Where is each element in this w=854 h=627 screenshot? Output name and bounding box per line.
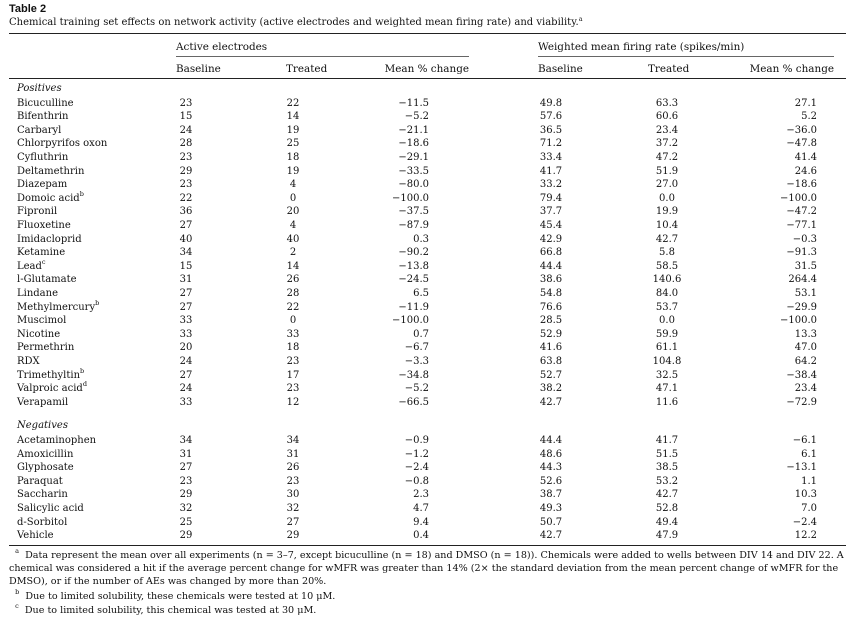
- cell-w-chg: −91.3: [786, 247, 817, 259]
- cell-ae-treat: 23: [286, 383, 300, 395]
- cell-ae-treat: 14: [286, 260, 300, 272]
- chemical-name-text: Lead: [17, 260, 42, 272]
- cell-w-treat: 63.3: [655, 97, 679, 109]
- cell-ae-treat: 26: [286, 274, 300, 286]
- cell-ae-base: 24: [179, 356, 193, 367]
- cell-w-treat: 58.5: [655, 260, 679, 272]
- cell-w-chg: 41.4: [794, 152, 817, 163]
- col-header-ae-change: Mean % change: [384, 63, 469, 75]
- cell-ae-chg: −5.2: [404, 111, 429, 123]
- cell-w-chg: 12.2: [794, 530, 817, 542]
- footnote-c-mark: c: [15, 601, 19, 610]
- chemical-name: [17, 178, 67, 192]
- footnote-a: [9, 549, 847, 589]
- cell-ae-treat: 33: [286, 328, 300, 340]
- chemical-name-text: Valproic acid: [17, 383, 83, 395]
- cell-ae-base: 27: [179, 462, 193, 474]
- cell-w-chg: 7.0: [801, 503, 817, 514]
- cell-w-chg: 6.1: [801, 448, 817, 460]
- cell-w-chg: −29.9: [786, 301, 817, 313]
- chemical-name-text: l-Glutamate: [17, 274, 77, 286]
- chemical-name-text: Bicuculline: [17, 97, 74, 109]
- cell-ae-treat: 19: [286, 124, 300, 136]
- cell-ae-chg: −34.8: [398, 369, 429, 381]
- chemical-name-text: d-Sorbitol: [17, 516, 68, 528]
- chemical-name-text: Saccharin: [17, 489, 68, 501]
- cell-ae-chg: −87.9: [398, 220, 429, 231]
- cell-ae-chg: −100.0: [391, 315, 429, 327]
- cell-ae-chg: −3.3: [404, 356, 429, 367]
- chemical-name-text: Paraquat: [17, 475, 63, 487]
- cell-w-base: 33.2: [539, 179, 563, 191]
- cell-ae-chg: −33.5: [398, 165, 429, 177]
- chemical-name: [17, 448, 73, 462]
- cell-ae-chg: −90.2: [398, 247, 429, 259]
- cell-ae-base: 31: [179, 448, 193, 460]
- cell-w-base: 38.2: [539, 383, 563, 395]
- chemical-name-text: Permethrin: [17, 342, 75, 354]
- chemical-name: [17, 205, 57, 219]
- chemical-name: [17, 328, 60, 342]
- cell-ae-chg: −11.9: [398, 301, 429, 313]
- cell-ae-base: 27: [179, 369, 193, 381]
- chemical-name-text: Nicotine: [17, 328, 61, 340]
- footnote-mark: b: [95, 298, 100, 307]
- cell-w-treat: 59.9: [655, 328, 679, 340]
- cell-w-chg: −47.8: [786, 138, 817, 150]
- chemical-name: [17, 273, 77, 287]
- cell-w-base: 41.7: [539, 165, 563, 177]
- chemical-name-text: Cyfluthrin: [17, 152, 69, 163]
- cell-ae-base: 27: [179, 301, 193, 313]
- cell-w-treat: 19.9: [655, 206, 679, 218]
- cell-ae-treat: 31: [286, 448, 300, 460]
- caption-text: Chemical training set effects on network activity (active electrodes and weighted mean firing rate) and viability.: [9, 17, 579, 28]
- cell-ae-chg: 0.4: [413, 530, 429, 542]
- chemical-name-text: Domoic acid: [17, 192, 80, 204]
- chemical-name: [17, 355, 40, 369]
- cell-w-treat: 140.6: [652, 274, 682, 286]
- cell-w-base: 38.6: [539, 274, 563, 286]
- cell-ae-chg: −0.8: [404, 475, 429, 487]
- cell-w-chg: 27.1: [794, 97, 817, 109]
- chemical-name-text: RDX: [17, 356, 40, 367]
- group-header-active-electrodes: Active electrodes: [176, 41, 268, 53]
- chemical-name: [17, 189, 84, 206]
- chemical-name: [17, 257, 46, 274]
- cell-w-chg: −36.0: [786, 124, 817, 136]
- cell-ae-chg: 2.3: [413, 489, 429, 501]
- cell-ae-treat: 26: [286, 462, 300, 474]
- chemical-name: [17, 110, 68, 124]
- cell-w-treat: 47.2: [655, 152, 679, 163]
- chemical-name-text: Trimethyltin: [17, 369, 81, 381]
- cell-w-treat: 32.5: [655, 369, 679, 381]
- cell-w-base: 49.8: [539, 97, 563, 109]
- chemical-name-text: Fluoxetine: [17, 220, 71, 231]
- cell-ae-base: 23: [179, 97, 193, 109]
- cell-w-chg: 5.2: [801, 111, 817, 123]
- group-rule-wmfr: [538, 56, 834, 57]
- cell-w-base: 45.4: [539, 220, 563, 231]
- cell-w-base: 50.7: [539, 516, 563, 528]
- chemical-name: [17, 516, 67, 530]
- top-rule: [9, 33, 846, 34]
- cell-ae-base: 31: [179, 274, 193, 286]
- chemical-name: [17, 124, 61, 138]
- cell-w-treat: 60.6: [655, 111, 679, 123]
- cell-ae-treat: 4: [289, 220, 297, 231]
- cell-w-base: 33.4: [539, 152, 563, 163]
- cell-ae-chg: −6.7: [404, 342, 429, 354]
- cell-w-treat: 104.8: [652, 356, 682, 367]
- cell-w-treat: 51.5: [655, 448, 679, 460]
- chemical-name-text: Diazepam: [17, 179, 68, 191]
- cell-ae-base: 33: [179, 315, 193, 327]
- cell-w-chg: −0.3: [792, 233, 817, 245]
- cell-ae-chg: 9.4: [413, 516, 429, 528]
- cell-w-chg: −6.1: [792, 435, 817, 446]
- cell-w-base: 63.8: [539, 356, 563, 367]
- footnote-mark: c: [41, 257, 46, 266]
- cell-ae-base: 34: [179, 247, 193, 259]
- chemical-name: [17, 97, 74, 111]
- cell-ae-treat: 12: [286, 396, 300, 408]
- cell-w-treat: 53.7: [655, 301, 679, 313]
- chemical-name: [17, 461, 74, 475]
- cell-ae-treat: 34: [286, 435, 300, 446]
- group-rule-active-electrodes: [176, 56, 469, 57]
- footnote-c-text: Due to limited solubility, this chemical was tested at 30 μM.: [24, 604, 317, 616]
- chemical-name-text: Ketamine: [17, 247, 66, 259]
- footnote-b-mark: b: [15, 587, 20, 596]
- cell-ae-chg: −11.5: [398, 97, 429, 109]
- cell-w-treat: 23.4: [655, 124, 679, 136]
- chemical-name-text: Verapamil: [17, 396, 69, 408]
- chemical-name-text: Carbaryl: [17, 124, 62, 136]
- cell-ae-treat: 28: [286, 288, 300, 299]
- chemical-name: [17, 151, 68, 165]
- chemical-name: [17, 137, 107, 151]
- chemical-name-text: Muscimol: [17, 315, 67, 327]
- cell-ae-base: 23: [179, 152, 193, 163]
- cell-w-base: 37.7: [539, 206, 563, 218]
- cell-ae-treat: 18: [286, 342, 300, 354]
- footnote-a-text: Data represent the mean over all experiments (n = 3–7, except bicuculline (n = 18) and DMSO (n = 18)). Chemicals were added to wells between DIV 14 and DIV 22. A chemical was considered a hit if the average percent change for wMFR was greater than 14% (2× the standard deviation from the mean percent change of wMFR for the DMSO), or if the number of AEs was changed by more than 20%.: [9, 550, 844, 588]
- cell-ae-treat: 22: [286, 97, 300, 109]
- cell-ae-treat: 23: [286, 356, 300, 367]
- cell-w-chg: 64.2: [794, 356, 817, 367]
- cell-ae-base: 32: [179, 503, 193, 514]
- footnote-a-mark: a: [15, 547, 19, 555]
- cell-ae-treat: 30: [286, 489, 300, 501]
- cell-w-treat: 0.0: [659, 192, 675, 204]
- cell-w-chg: −38.4: [786, 369, 817, 381]
- chemical-name-text: Deltamethrin: [17, 165, 85, 177]
- table-caption: [9, 17, 583, 28]
- cell-ae-treat: 22: [286, 301, 300, 313]
- chemical-name: [17, 396, 68, 410]
- cell-ae-base: 40: [179, 233, 193, 245]
- cell-w-base: 66.8: [539, 247, 563, 259]
- cell-ae-treat: 18: [286, 152, 300, 163]
- cell-ae-treat: 25: [286, 138, 300, 150]
- cell-w-chg: −47.2: [786, 206, 817, 218]
- chemical-name-text: Salicylic acid: [17, 503, 84, 514]
- cell-w-base: 76.6: [539, 301, 563, 313]
- cell-w-treat: 42.7: [655, 233, 679, 245]
- footnote-mark: d: [82, 380, 87, 389]
- cell-w-chg: −77.1: [786, 220, 817, 231]
- chemical-name: [17, 434, 96, 448]
- cell-w-base: 79.4: [539, 192, 563, 204]
- cell-ae-chg: −24.5: [398, 274, 429, 286]
- cell-ae-chg: 0.7: [413, 328, 429, 340]
- caption-footnote-mark: a: [578, 15, 583, 23]
- cell-w-chg: 10.3: [794, 489, 817, 501]
- cell-ae-chg: −0.9: [404, 435, 429, 446]
- cell-ae-base: 20: [179, 342, 193, 354]
- cell-ae-chg: −5.2: [404, 383, 429, 395]
- cell-w-base: 49.3: [539, 503, 563, 514]
- cell-w-base: 54.8: [539, 288, 563, 299]
- cell-w-chg: −100.0: [779, 192, 817, 204]
- cell-ae-chg: −1.2: [404, 448, 429, 460]
- table-label: Table 2: [9, 3, 47, 15]
- cell-w-base: 44.4: [539, 435, 563, 446]
- footnote-mark: b: [79, 189, 84, 198]
- cell-w-base: 28.5: [539, 315, 563, 327]
- chemical-name: [17, 314, 66, 328]
- chemical-name: [17, 165, 84, 179]
- cell-ae-base: 27: [179, 288, 193, 299]
- cell-ae-chg: −29.1: [398, 152, 429, 163]
- header-rule: [9, 78, 846, 79]
- cell-ae-treat: 4: [289, 179, 297, 191]
- chemical-name: [17, 233, 82, 247]
- chemical-name: [17, 488, 68, 502]
- cell-w-chg: 1.1: [801, 475, 817, 487]
- cell-w-base: 52.6: [539, 475, 563, 487]
- cell-w-base: 57.6: [539, 111, 563, 123]
- chemical-name: [17, 475, 63, 489]
- chemical-name-text: Lindane: [17, 288, 59, 299]
- cell-w-chg: −13.1: [786, 462, 817, 474]
- cell-w-chg: 24.6: [794, 165, 817, 177]
- cell-ae-treat: 19: [286, 165, 300, 177]
- cell-w-chg: −72.9: [786, 396, 817, 408]
- cell-ae-chg: −18.6: [398, 138, 429, 150]
- footnote-c: [9, 601, 847, 617]
- cell-ae-base: 24: [179, 124, 193, 136]
- cell-w-chg: 53.1: [794, 288, 817, 299]
- cell-ae-treat: 2: [289, 247, 297, 259]
- cell-ae-base: 34: [179, 435, 193, 446]
- chemical-name: [17, 382, 87, 396]
- cell-ae-treat: 32: [286, 503, 300, 514]
- chemical-name-text: Amoxicillin: [17, 448, 74, 460]
- chemical-name-text: Chlorpyrifos oxon: [17, 138, 108, 150]
- cell-ae-treat: 0: [289, 192, 297, 204]
- cell-ae-treat: 27: [286, 516, 300, 528]
- cell-ae-base: 36: [179, 206, 193, 218]
- cell-w-treat: 61.1: [655, 342, 679, 354]
- cell-ae-base: 29: [179, 489, 193, 501]
- cell-ae-chg: 6.5: [413, 288, 429, 299]
- cell-ae-chg: −21.1: [398, 124, 429, 136]
- chemical-name-text: Acetaminophen: [17, 435, 97, 446]
- chemical-name: [17, 298, 100, 315]
- cell-w-treat: 52.8: [655, 503, 679, 514]
- cell-ae-chg: −100.0: [391, 192, 429, 204]
- cell-ae-chg: −13.8: [398, 260, 429, 272]
- cell-w-base: 48.6: [539, 448, 563, 460]
- cell-w-chg: 31.5: [794, 260, 817, 272]
- cell-w-chg: 23.4: [794, 383, 817, 395]
- cell-w-treat: 41.7: [655, 435, 679, 446]
- cell-w-treat: 84.0: [655, 288, 679, 299]
- cell-w-chg: −2.4: [792, 516, 817, 528]
- cell-ae-treat: 0: [289, 315, 297, 327]
- cell-w-chg: −100.0: [779, 315, 817, 327]
- chemical-name-text: Fipronil: [17, 206, 58, 218]
- cell-ae-base: 24: [179, 383, 193, 395]
- cell-ae-treat: 29: [286, 530, 300, 542]
- chemical-name: [17, 502, 84, 516]
- col-header-wmfr-baseline: Baseline: [538, 63, 583, 75]
- cell-ae-treat: 23: [286, 475, 300, 487]
- cell-ae-chg: 4.7: [413, 503, 429, 514]
- cell-w-base: 42.9: [539, 233, 563, 245]
- cell-ae-base: 29: [179, 530, 193, 542]
- cell-w-treat: 37.2: [655, 138, 679, 150]
- cell-ae-base: 23: [179, 179, 193, 191]
- cell-ae-chg: −66.5: [398, 396, 429, 408]
- cell-w-chg: −18.6: [786, 179, 817, 191]
- bottom-rule: [9, 545, 846, 546]
- group-header-wmfr: Weighted mean firing rate (spikes/min): [538, 41, 745, 53]
- cell-ae-base: 15: [179, 260, 193, 272]
- chemical-name-text: Vehicle: [17, 530, 54, 542]
- chemical-name: [17, 287, 58, 301]
- cell-ae-treat: 17: [286, 369, 300, 381]
- cell-ae-chg: −37.5: [398, 206, 429, 218]
- footnote-b-text: Due to limited solubility, these chemicals were tested at 10 μM.: [25, 590, 336, 602]
- cell-w-chg: 47.0: [794, 342, 817, 354]
- col-header-wmfr-treated: Treated: [648, 63, 690, 75]
- cell-w-treat: 49.4: [655, 516, 679, 528]
- cell-w-base: 52.9: [539, 328, 563, 340]
- cell-ae-base: 15: [179, 111, 193, 123]
- cell-ae-treat: 20: [286, 206, 300, 218]
- cell-w-chg: 13.3: [794, 328, 817, 340]
- cell-w-treat: 51.9: [655, 165, 679, 177]
- chemical-name-text: Methylmercury: [17, 301, 96, 313]
- cell-w-treat: 47.1: [655, 383, 679, 395]
- cell-w-treat: 11.6: [655, 396, 679, 408]
- cell-w-treat: 10.4: [655, 220, 679, 231]
- cell-w-base: 38.7: [539, 489, 563, 501]
- chemical-name: [17, 341, 74, 355]
- cell-w-base: 71.2: [539, 138, 563, 150]
- col-header-wmfr-change: Mean % change: [749, 63, 834, 75]
- cell-ae-treat: 40: [286, 233, 300, 245]
- cell-ae-chg: −80.0: [398, 179, 429, 191]
- cell-w-treat: 0.0: [659, 315, 675, 327]
- cell-w-base: 42.7: [539, 396, 563, 408]
- cell-w-treat: 27.0: [655, 179, 679, 191]
- cell-w-treat: 42.7: [655, 489, 679, 501]
- cell-w-base: 52.7: [539, 369, 563, 381]
- cell-ae-base: 29: [179, 165, 193, 177]
- cell-w-base: 41.6: [539, 342, 563, 354]
- cell-w-treat: 38.5: [655, 462, 679, 474]
- cell-w-base: 42.7: [539, 530, 563, 542]
- cell-ae-chg: −2.4: [404, 462, 429, 474]
- col-header-ae-baseline: Baseline: [176, 63, 221, 75]
- cell-ae-base: 25: [179, 516, 193, 528]
- cell-w-base: 36.5: [539, 124, 563, 136]
- cell-ae-base: 33: [179, 396, 193, 408]
- cell-w-base: 44.4: [539, 260, 563, 272]
- cell-w-treat: 5.8: [659, 247, 675, 259]
- col-header-ae-treated: Treated: [286, 63, 328, 75]
- cell-ae-base: 28: [179, 138, 193, 150]
- footnote-mark: b: [80, 366, 85, 375]
- footnotes: [9, 549, 847, 617]
- chemical-name-text: Bifenthrin: [17, 111, 69, 123]
- section-title: Positives: [17, 83, 62, 94]
- cell-w-treat: 47.9: [655, 530, 679, 542]
- cell-ae-base: 27: [179, 220, 193, 231]
- cell-ae-base: 33: [179, 328, 193, 340]
- chemical-name: [17, 219, 71, 233]
- chemical-name: [17, 366, 85, 383]
- cell-w-treat: 53.2: [655, 475, 679, 487]
- section-title: Negatives: [17, 420, 68, 432]
- cell-w-chg: 264.4: [788, 274, 817, 286]
- chemical-name: [17, 529, 54, 543]
- chemical-name-text: Glyphosate: [17, 462, 74, 474]
- cell-ae-treat: 14: [286, 111, 300, 123]
- chemical-name-text: Imidacloprid: [17, 233, 82, 245]
- cell-ae-base: 23: [179, 475, 193, 487]
- footnote-b: [9, 587, 847, 603]
- cell-ae-chg: 0.3: [413, 233, 429, 245]
- cell-ae-base: 22: [179, 192, 193, 204]
- cell-w-base: 44.3: [539, 462, 563, 474]
